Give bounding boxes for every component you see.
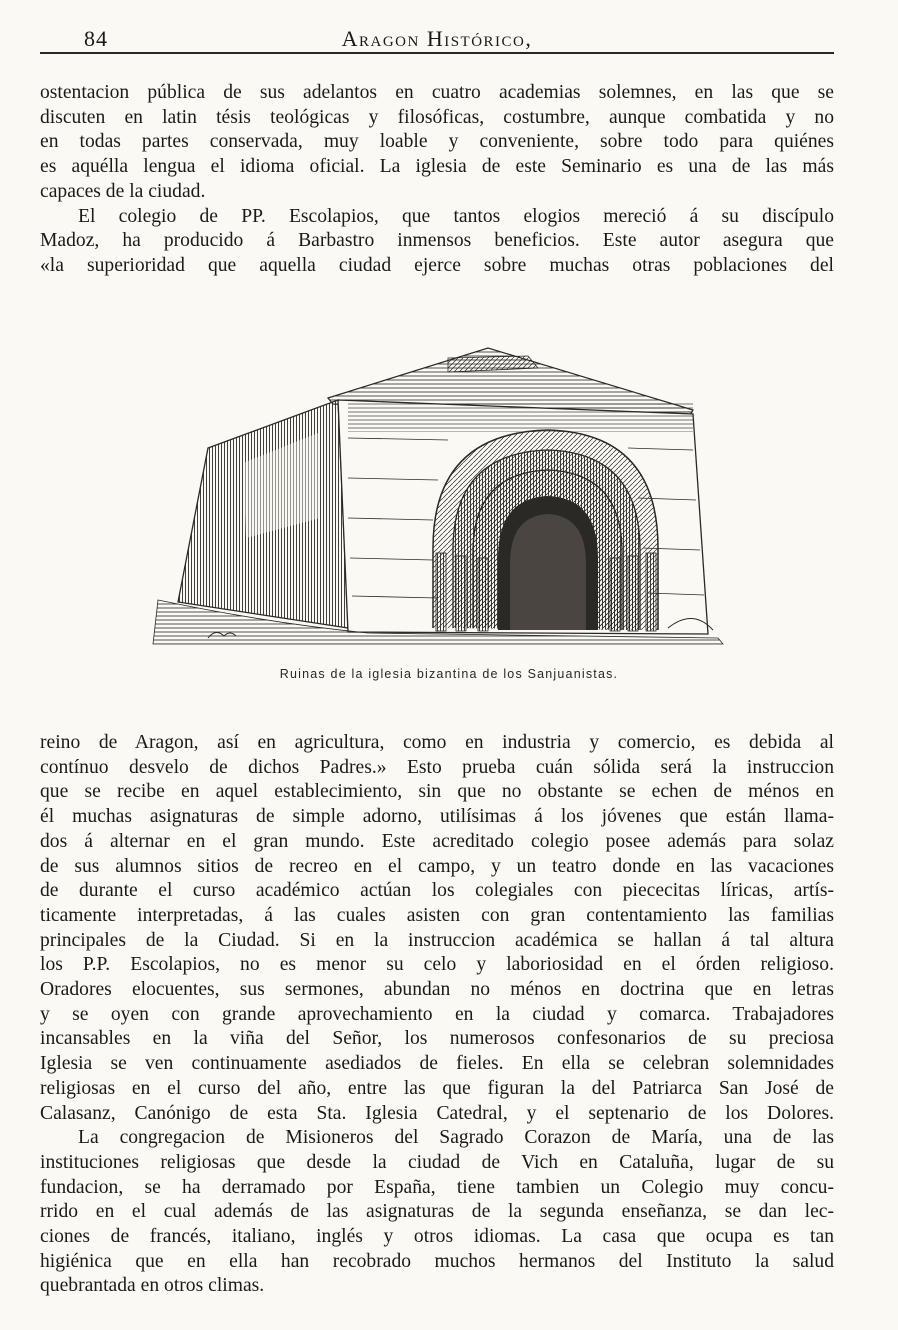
header-rule (40, 52, 834, 54)
page-header (40, 26, 834, 54)
text-line: «la superioridad que aquella ciudad ejerce sobre muchas otras poblaciones del (40, 254, 834, 276)
text-line: Iglesia se ven continuamente asediados de fieles. En ella se celebran solemnidades (40, 1053, 834, 1075)
text-line: instituciones religiosas que desde la ciudad de Vich en Cataluña, lugar de su (40, 1151, 834, 1173)
text-line: religiosas en el curso del año, entre las que figuran la del Patriarca San José de (40, 1077, 834, 1099)
text-line: que se recibe en aquel establecimiento, sin que no obstante se echen de ménos en (40, 781, 834, 803)
text-line: principales de la Ciudad. Si en la instruccion académica se hallan á tal altura (40, 929, 834, 951)
church-ruins-illustration (148, 338, 728, 650)
text-line: de sus alumnos sitios de recreo en el campo, y un teatro donde en las vacaciones (40, 855, 834, 877)
text-line: y se oyen con grande aprovechamiento en la ciudad y comarca. Trabajadores (40, 1003, 834, 1025)
text-line: capaces de la ciudad. (40, 180, 206, 202)
running-title: Aragon Histórico, (341, 26, 533, 51)
text-line: discuten en latin tésis teológicas y filosóficas, costumbre, aunque combatida y no (40, 106, 834, 128)
text-line: La congregacion de Misioneros del Sagrado Corazon de María, una de las (78, 1127, 834, 1149)
text-line: fundacion, se ha derramado por España, tiene tambien un Colegio muy concu- (40, 1176, 834, 1198)
text-line: en todas partes conservada, muy loable y conveniente, sobre todo para quiénes (40, 131, 834, 153)
text-line: reino de Aragon, así en agricultura, como en industria y comercio, es debida al (40, 732, 834, 753)
body-text-top (40, 81, 834, 279)
text-line: ciones de francés, italiano, inglés y otros idiomas. La casa que ocupa es tan (40, 1226, 834, 1248)
figure-caption: Ruinas de la iglesia bizantina de los Sanjuanistas. (279, 667, 619, 681)
text-line: los P.P. Escolapios, no es menor su celo y laboriosidad en el órden religioso. (40, 954, 834, 976)
text-line: de durante el curso académico actúan los colegiales con piececitas líricas, artís- (40, 880, 834, 902)
text-line: quebrantada en otros climas. (40, 1275, 265, 1297)
text-line: contínuo desvelo de dichos Padres.» Esto prueba cuán sólida será la instruccion (40, 756, 834, 778)
text-line: dos á alternar en el gran mundo. Este acreditado colegio posee además para solaz (40, 830, 834, 852)
text-line: Calasanz, Canónigo de esta Sta. Iglesia Catedral, y el septenario de los Dolores. (40, 1102, 834, 1124)
text-line: ticamente interpretadas, á las cuales asisten con gran contentamiento las familias (40, 904, 834, 926)
text-line: incansables en la viña del Señor, los numerosos confesonarios de su preciosa (40, 1028, 834, 1050)
page-number: 84 (84, 26, 108, 51)
text-line: es aquélla lengua el idioma oficial. La iglesia de este Seminario es una de las más (40, 156, 834, 178)
text-line: Oradores elocuentes, sus sermones, abundan no ménos en doctrina que en letras (40, 979, 834, 1001)
text-line: él muchas asignaturas de simple adorno, utilísimas á los jóvenes que están llama- (40, 806, 834, 828)
text-line: rrido en el cual además de las asignaturas de la segunda enseñanza, se dan lec- (40, 1201, 834, 1223)
text-line: ostentacion pública de sus adelantos en cuatro academias solemnes, en las que se (40, 82, 834, 103)
text-line: El colegio de PP. Escolapios, que tantos elogios mereció á su discípulo (78, 205, 834, 227)
body-text-bottom (40, 731, 834, 1299)
text-line: higiénica que en ella han recobrado muchos hermanos del Instituto la salud (40, 1250, 834, 1272)
text-line: Madoz, ha producido á Barbastro inmensos beneficios. Este autor asegura que (40, 230, 834, 252)
